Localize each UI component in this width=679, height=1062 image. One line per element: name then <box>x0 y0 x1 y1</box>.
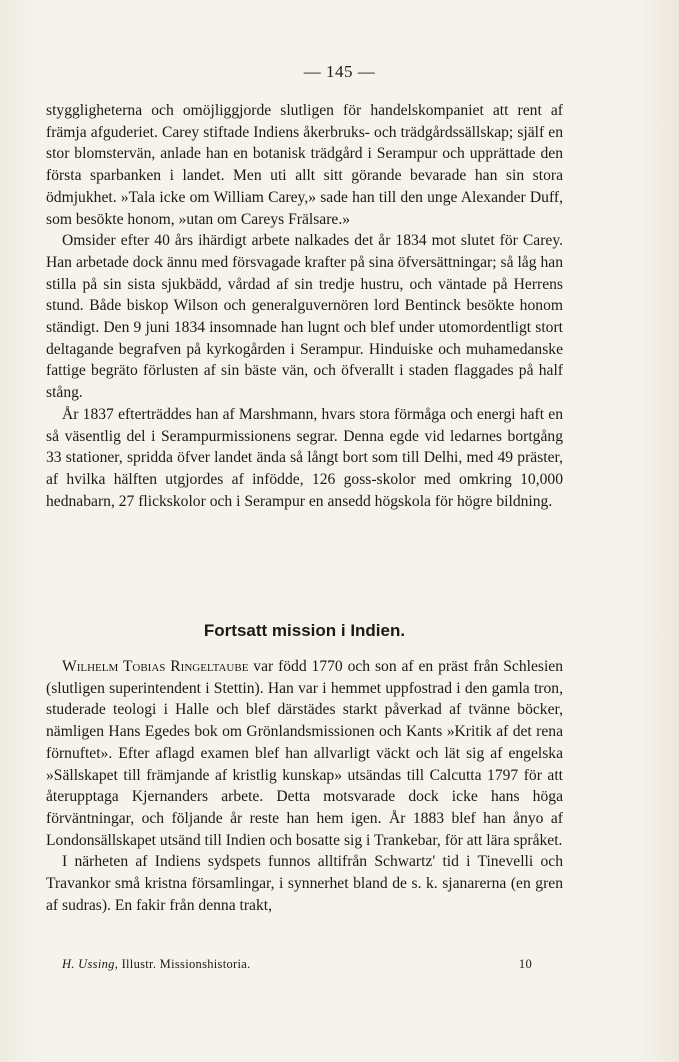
section-heading: Fortsatt mission i Indien. <box>203 621 406 640</box>
paragraph <box>46 656 563 851</box>
footer-source <box>62 957 251 972</box>
paragraph: År 1837 efterträddes han af Marshmann, hvars stora förmåga och energi haft en så väsentlig del i Serampurmissionens segrar. Denna egde vid ledarnes bortgång 33 stationer, spridda öfver landet ända så långt bort som till Delhi, med 49 präster, af hvilka hälften utgjordes af infödde, 126 goss-skolor med omkring 10,000 hednabarn, 27 flickskolor och i Serampur en ansedd högskola för högre bildning. <box>46 405 563 510</box>
section-carey <box>46 100 563 512</box>
person-name: Wilhelm Tobias Ringeltaube <box>62 658 249 675</box>
footer-author: H. Ussing, <box>62 957 119 971</box>
paragraph: styggligheterna och omöjliggjorde slutligen för handelskompaniet att rent af främja afguderiet. Carey stiftade Indiens åkerbruks- och trädgårdssällskap; själf en stor blomstervän, anlade han en botanisk trädgård i Serampur och upprättade den första sparbanken i landet. Men uti allt sitt görande bevarade han sin stora ödmjukhet. »Tala icke om William Carey,» sade han till den unge Alexander Duff, som besökte honom, »utan om Careys Frälsare.» <box>46 102 563 228</box>
section-ringeltaube <box>46 656 563 916</box>
paragraph-text: var född 1770 och son af en präst från Schlesien (slutligen superintendent i Stettin). Han var i hemmet uppfostrad i den gamla tron, studerade teologi i Halle och blef därstädes starkt påverkad af tvänne böcker, nämligen Hans Egedes bok om Grönlandsmissionen och Kants »Kritik af det rena förnuftet». Efter aflagd examen blef han allvarligt väckt och lät sig af engelska »Sällskapet till främjande af kristlig kunskap» utsändas till Calcutta 1797 för att återupptaga Kjernanders arbete. Detta motsvarade dock icke hans höga förväntningar, och följande år reste han hem igen. År 1883 blef han ånyo af Londonsällskapet utsänd till Indien och bosatte sig i Trankebar, för att lära språket. <box>46 658 563 849</box>
footer-title: Illustr. Missionshistoria. <box>118 957 251 971</box>
footer <box>62 957 532 972</box>
paragraph: I närheten af Indiens sydspets funnos alltifrån Schwartz' tid i Tinevelli och Travankor små kristna församlingar, i synnerhet bland de s. k. sjanarerna (en gren af sudras). En fakir från denna trakt, <box>46 853 563 914</box>
page-number: — 145 — <box>303 62 376 81</box>
paragraph: Omsider efter 40 års ihärdigt arbete nalkades det år 1834 mot slutet för Carey. Han arbetade dock ännu med försvagade krafter på sina öfversättningar; så låg han stilla på sin sista sjukbädd, vårdad af sin tredje hustru, och väntade på Herrens stund. Både biskop Wilson och generalguvernören lord Bentinck besökte honom ständigt. Den 9 juni 1834 insomnade han lugnt och blef under utomordentligt stort deltagande begrafven på kyrkogården i Serampur. Hinduiske och muhamedanske fattige begräto förlusten af sin bäste vän, och öfverallt i staden flaggades på half stång. <box>46 232 563 402</box>
footer-signature: 10 <box>518 957 532 971</box>
